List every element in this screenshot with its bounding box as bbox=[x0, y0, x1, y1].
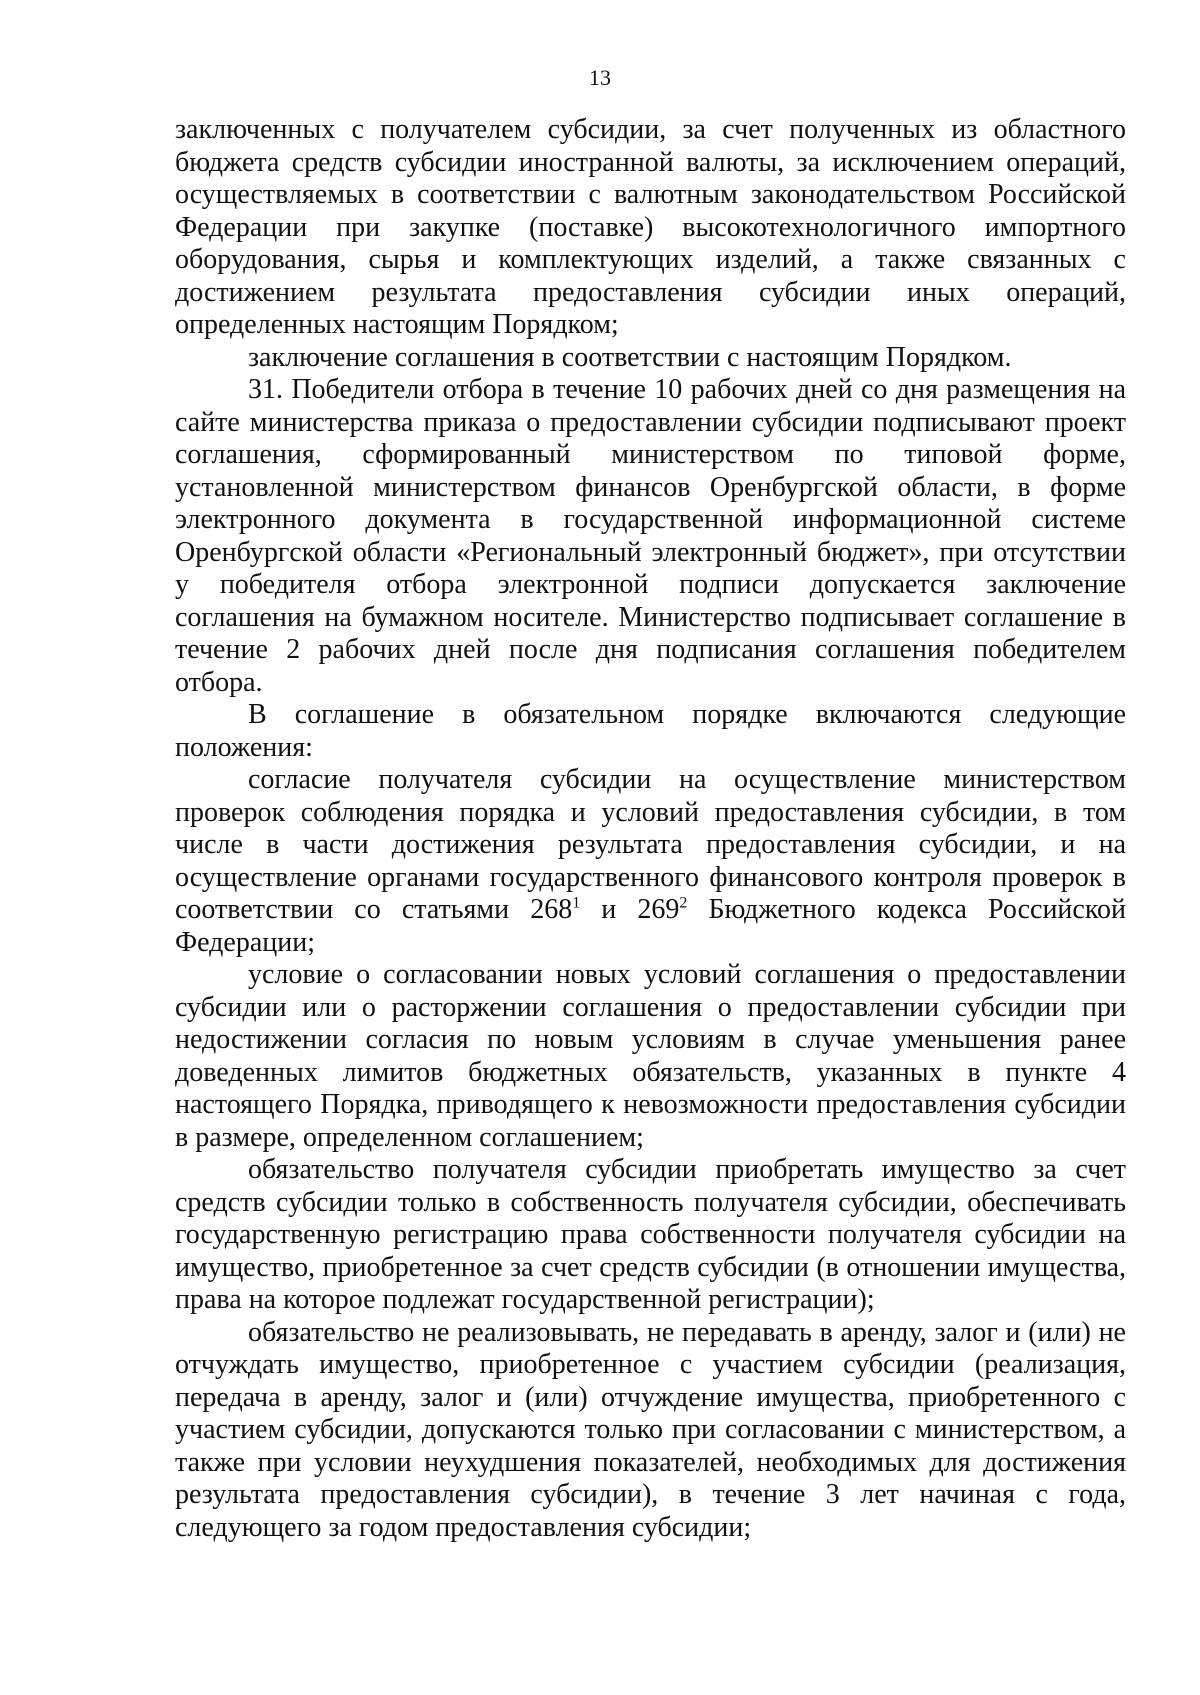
paragraph-property-acquisition: обязательство получателя субсидии приобретать имущество за счет средств субсидии только в собственность получателя субсидии, обеспечивать государственную регистрацию права собственности получателя субсидии на имущество, приобретенное за счет средств субсидии (в отношении имущества, права на которое подлежат государственной регистрации); bbox=[175, 1154, 1126, 1315]
inspections-text-part-2: и 269 bbox=[580, 894, 680, 925]
paragraph-agreement-provisions-intro: В соглашение в обязательном порядке включаются следующие положения: bbox=[175, 699, 1126, 763]
paragraph-new-conditions: условие о согласовании новых условий соглашения о предоставлении субсидии или о расторжении соглашения о предоставлении субсидии при недостижении согласия по новым условиям в случае уменьшения ранее доведенных лимитов бюджетных обязательств, указанных в пункте 4 настоящего Порядка, приводящего к невозможности предоставления субсидии в размере, определенном соглашением; bbox=[175, 959, 1126, 1153]
paragraph-clause-31: 31. Победители отбора в течение 10 рабочих дней со дня размещения на сайте министерства приказа о предоставлении субсидии подписывают проект соглашения, сформированный министерством по типовой форме, установленной министерством финансов Оренбургской области, в форме электронного документа в государственной информационной системе Оренбургской области «Региональный электронный бюджет», при отсутствии у победителя отбора электронной подписи допускается заключение соглашения на бумажном носителе. Министерство подписывает соглашение в течение 2 рабочих дней после дня подписания соглашения победителем отбора. bbox=[175, 374, 1126, 698]
superscript-article-269: 2 bbox=[679, 894, 688, 912]
inspections-text-part-3: Бюджетного кодекса Российской Федерации; bbox=[175, 894, 1127, 958]
inspections-text-part-1: согласие получателя субсидии на осуществление министерством проверок соблюдения порядка и условий предоставления субсидии, в том числе в части достижения результата предоставления субсидии, и на осуществление органами государственного финансового контроля проверок в соответствии со статьями 268 bbox=[175, 764, 1126, 925]
superscript-article-268: 1 bbox=[572, 894, 581, 912]
paragraph-property-restrictions: обязательство не реализовывать, не передавать в аренду, залог и (или) не отчуждать имущество, приобретенное с участием субсидии (реализация, передача в аренду, залог и (или) отчуждение имущества, приобретенного с участием субсидии, допускаются только при согласовании с министерством, а также при условии неухудшения показателей, необходимых для достижения результата предоставления субсидии), в течение 3 лет начиная с года, следующего за годом предоставления субсидии; bbox=[175, 1316, 1126, 1543]
paragraph-consent-to-inspections bbox=[175, 764, 1126, 959]
document-body bbox=[175, 114, 1126, 1544]
paragraph-agreement-conclusion: заключение соглашения в соответствии с настоящим Порядком. bbox=[248, 341, 1012, 373]
paragraph-continuation: заключенных с получателем субсидии, за счет полученных из областного бюджета средств субсидии иностранной валюты, за исключением операций, осуществляемых в соответствии с валютным законодательством Российской Федерации при закупке (поставке) высокотехнологичного импортного оборудования, сырья и комплектующих изделий, а также связанных с достижением результата предоставления субсидии иных операций, определенных настоящим Порядком; bbox=[175, 114, 1126, 340]
page-number: 13 bbox=[589, 65, 611, 90]
